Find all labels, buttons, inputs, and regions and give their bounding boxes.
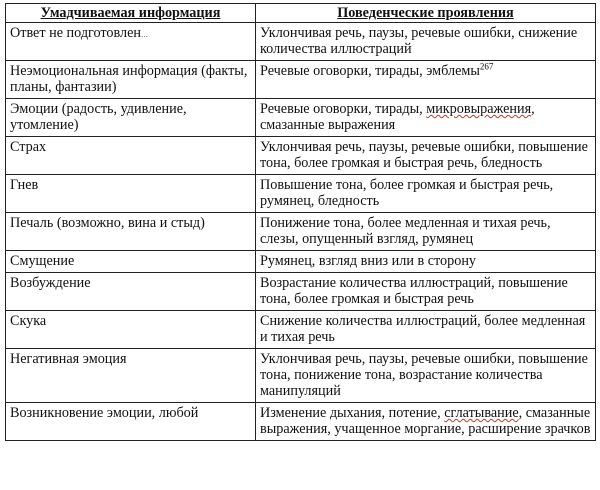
info-suffix: … — [141, 31, 148, 39]
info-cell: Возникновение эмоции, любой — [6, 403, 256, 441]
info-cell: Страх — [6, 137, 256, 175]
behavior-cell: Возрастание количества иллюстраций, повышение тона, более громкая и быстрая речь — [256, 273, 596, 311]
info-cell: Негативная эмоция — [6, 349, 256, 403]
info-cell — [6, 23, 256, 61]
behavior-text: Речевые оговорки, тирады, эмблемы — [260, 63, 480, 79]
behavior-text: , смазанные выражения, учащенное моргание, расширение зрачков — [260, 405, 591, 437]
behavior-text: Речевые оговорки, тирады, — [260, 101, 427, 117]
info-text: Ответ не подготовлен — [10, 25, 141, 41]
behavior-text: , смазанные выражения — [260, 101, 535, 133]
info-cell: Смущение — [6, 251, 256, 273]
behavior-cell: Румянец, взгляд вниз или в сторону — [256, 251, 596, 273]
header-concealed-info: Умадчиваемая информация — [6, 4, 256, 23]
table-row — [6, 311, 596, 349]
spellcheck-word: сглатывание — [444, 405, 519, 421]
table-header-row — [6, 4, 596, 23]
table-row — [6, 175, 596, 213]
spellcheck-word: микровыражения — [426, 101, 532, 117]
table-row — [6, 99, 596, 137]
behavior-cell — [256, 403, 596, 441]
info-cell: Печаль (возможно, вина и стыд) — [6, 213, 256, 251]
info-cell: Неэмоциональная информация (факты, планы, фантазии) — [6, 61, 256, 99]
info-cell: Возбуждение — [6, 273, 256, 311]
table-row — [6, 61, 596, 99]
table-row — [6, 403, 596, 441]
behavior-cell — [256, 61, 596, 99]
behavior-cell: Снижение количества иллюстраций, более медленная и тихая речь — [256, 311, 596, 349]
behavior-cell: Повышение тона, более громкая и быстрая речь, румянец, бледность — [256, 175, 596, 213]
info-cell: Скука — [6, 311, 256, 349]
footnote-marker: 267 — [479, 61, 494, 72]
table-row — [6, 213, 596, 251]
table-row — [6, 349, 596, 403]
info-cell: Эмоции (радость, удивление, утомление) — [6, 99, 256, 137]
behavior-table — [5, 3, 596, 441]
table-row — [6, 137, 596, 175]
behavior-text: Изменение дыхания, потение, — [260, 405, 445, 421]
behavior-cell — [256, 99, 596, 137]
table-row — [6, 23, 596, 61]
behavior-cell: Уклончивая речь, паузы, речевые ошибки, повышение тона, более громкая и быстрая речь, бледность — [256, 137, 596, 175]
table-row — [6, 273, 596, 311]
info-cell: Гнев — [6, 175, 256, 213]
behavior-cell: Уклончивая речь, паузы, речевые ошибки, снижение количества иллюстраций — [256, 23, 596, 61]
behavior-cell: Уклончивая речь, паузы, речевые ошибки, повышение тона, понижение тона, возрастание количества манипуляций — [256, 349, 596, 403]
behavior-cell: Понижение тона, более медленная и тихая речь, слезы, опущенный взгляд, румянец — [256, 213, 596, 251]
table-row — [6, 251, 596, 273]
header-behavior: Поведенческие проявления — [256, 4, 596, 23]
